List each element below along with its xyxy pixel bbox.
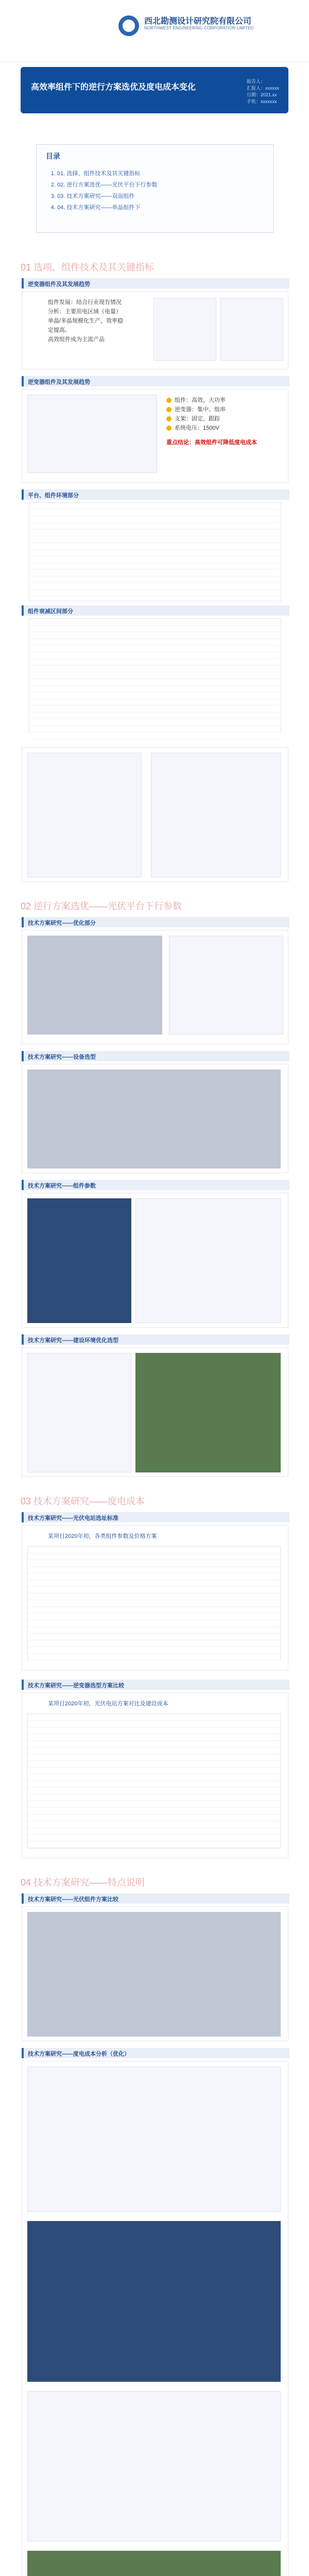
section-title-3: 03 技术方案研究——度电成本 xyxy=(21,1496,145,1506)
bullet-icon xyxy=(166,398,171,403)
content-box xyxy=(22,1193,288,1328)
company-name-en: NORTHWEST ENGINEERING CORPORATION LIMITED xyxy=(144,26,254,30)
subsection-title xyxy=(22,376,289,386)
bullet-item: 逆变器：集中、组串 xyxy=(175,406,226,413)
image-placeholder xyxy=(153,298,216,361)
bullet-icon xyxy=(166,407,171,412)
image-placeholder xyxy=(27,1912,281,2037)
image-placeholder xyxy=(135,1353,281,1472)
subsection-label: 技术方案研究——逆变器选型方案比较 xyxy=(28,1683,124,1689)
image-placeholder xyxy=(27,1353,131,1472)
content-box xyxy=(22,1347,288,1477)
bullet-item: 系统电压：1500V xyxy=(175,425,219,431)
subsection-label: 技术方案研究——建设环境优化选型 xyxy=(28,1337,118,1344)
document-title: 高效率组件下的逆行方案选优及度电成本变化 xyxy=(31,83,196,92)
table-like-block xyxy=(29,502,281,601)
content-box xyxy=(22,1064,288,1173)
subsection-title xyxy=(22,1512,289,1522)
bullets-text xyxy=(166,396,257,447)
image-placeholder xyxy=(27,936,162,1035)
table-title-1: 某项目2020年初，各类组件参数及价格方案 xyxy=(48,1533,157,1539)
toc-item[interactable]: 3. 03. 技术方案研究——双面组件 xyxy=(57,191,157,202)
intro-text xyxy=(48,298,123,344)
title-banner xyxy=(21,67,288,113)
subsection-title xyxy=(22,1180,289,1190)
meta-line-2: 日期：2021.xx xyxy=(246,92,277,97)
toc-item[interactable]: 2. 02. 逆行方案选优——光伏平台下行参数 xyxy=(57,179,157,191)
image-placeholder xyxy=(27,2066,281,2212)
header xyxy=(0,0,309,62)
image-placeholder xyxy=(27,1070,281,1168)
content-box xyxy=(22,389,288,483)
intro-line: 单晶/多晶规模化生产，效率稳 xyxy=(48,318,124,324)
table-title-2: 某项目2020年初，光伏电站方案对比及建设成本 xyxy=(48,1701,168,1707)
content-box xyxy=(22,291,288,369)
subsection-label: 逆变器组件及其发展趋势 xyxy=(28,281,90,287)
subsection-label: 组件衰减区间部分 xyxy=(28,608,73,615)
intro-line: 高效组件成为主流产品 xyxy=(48,336,105,343)
subsection-label: 技术方案研究——光伏电站选址标准 xyxy=(28,1515,118,1521)
meta-line-3: 手机：xxxxxxx xyxy=(246,99,277,104)
content-box xyxy=(22,1525,288,1670)
toc-list xyxy=(57,168,157,213)
intro-line: 定提高。 xyxy=(48,327,71,333)
subsection-title xyxy=(22,489,289,500)
content-box xyxy=(22,2061,288,2576)
toc-item[interactable]: 4. 04. 技术方案研究——单晶组件下 xyxy=(57,202,157,213)
image-placeholder xyxy=(27,2551,281,2576)
table-like-block xyxy=(27,1714,281,1849)
company-name-cn: 西北勘测设计研究院有限公司 xyxy=(144,17,252,26)
bullet-icon xyxy=(166,416,171,421)
image-placeholder xyxy=(169,936,283,1035)
image-placeholder xyxy=(27,1198,131,1323)
subsection-title xyxy=(22,917,289,927)
subsection-label: 平台、组件环境部分 xyxy=(28,493,79,499)
subsection-label: 技术方案研究——度电成本分析（优化） xyxy=(28,2051,130,2057)
subsection-label: 逆变器组件及其发展趋势 xyxy=(28,379,90,385)
subsection-title xyxy=(22,1051,289,1061)
key-conclusion: 重点结论：高效组件可降低度电成本 xyxy=(166,439,257,446)
toc-title: 目录 xyxy=(46,152,60,160)
image-placeholder xyxy=(27,395,157,473)
image-placeholder xyxy=(27,2391,281,2541)
subsection-title xyxy=(22,1893,289,1904)
subsection-label: 技术方案研究——设备选型 xyxy=(28,1054,96,1060)
image-placeholder xyxy=(151,753,281,877)
table-of-contents xyxy=(36,144,274,233)
section-title-1: 01 选项、组件技术及其关键指标 xyxy=(21,262,154,273)
subsection-label: 技术方案研究——优化部分 xyxy=(28,920,96,926)
image-placeholder xyxy=(135,1198,281,1323)
bullet-item: 支架：固定、跟踪 xyxy=(175,416,220,422)
toc-item[interactable]: 1. 01. 选择、组件技术及其关键指标 xyxy=(57,168,157,179)
table-like-block xyxy=(29,618,281,733)
table-like-block xyxy=(27,1546,281,1660)
title-meta xyxy=(247,78,279,105)
subsection-title xyxy=(22,605,289,616)
subsection-title xyxy=(22,1680,289,1690)
subsection-label: 技术方案研究——光伏组件方案比较 xyxy=(28,1896,118,1903)
company-logo xyxy=(118,15,139,36)
content-box xyxy=(22,930,288,1044)
subsection-title xyxy=(22,1334,289,1345)
meta-line-0: 报告人： xyxy=(246,79,265,84)
document-screenshots xyxy=(22,747,288,882)
image-placeholder xyxy=(27,753,142,877)
meta-line-1: 汇报人：xxxxxx xyxy=(246,86,279,91)
image-placeholder xyxy=(220,298,283,361)
bullet-item: 组件：高效、大功率 xyxy=(175,397,226,403)
subsection-label: 技术方案研究——组件参数 xyxy=(28,1183,96,1189)
intro-line: 组件发展：结合行业现有情况 xyxy=(48,299,122,306)
section-title-4: 04 技术方案研究——特点说明 xyxy=(21,1877,145,1888)
content-box xyxy=(22,1692,288,1858)
image-placeholder xyxy=(27,2221,281,2382)
subsection-title xyxy=(22,2048,289,2058)
intro-line: 分析：主要用电区域（电量） xyxy=(48,309,122,315)
section-title-2: 02 逆行方案选优——光伏平台下行参数 xyxy=(21,901,182,911)
content-box xyxy=(22,1906,288,2041)
subsection-title xyxy=(22,278,289,289)
bullet-icon xyxy=(166,426,171,431)
